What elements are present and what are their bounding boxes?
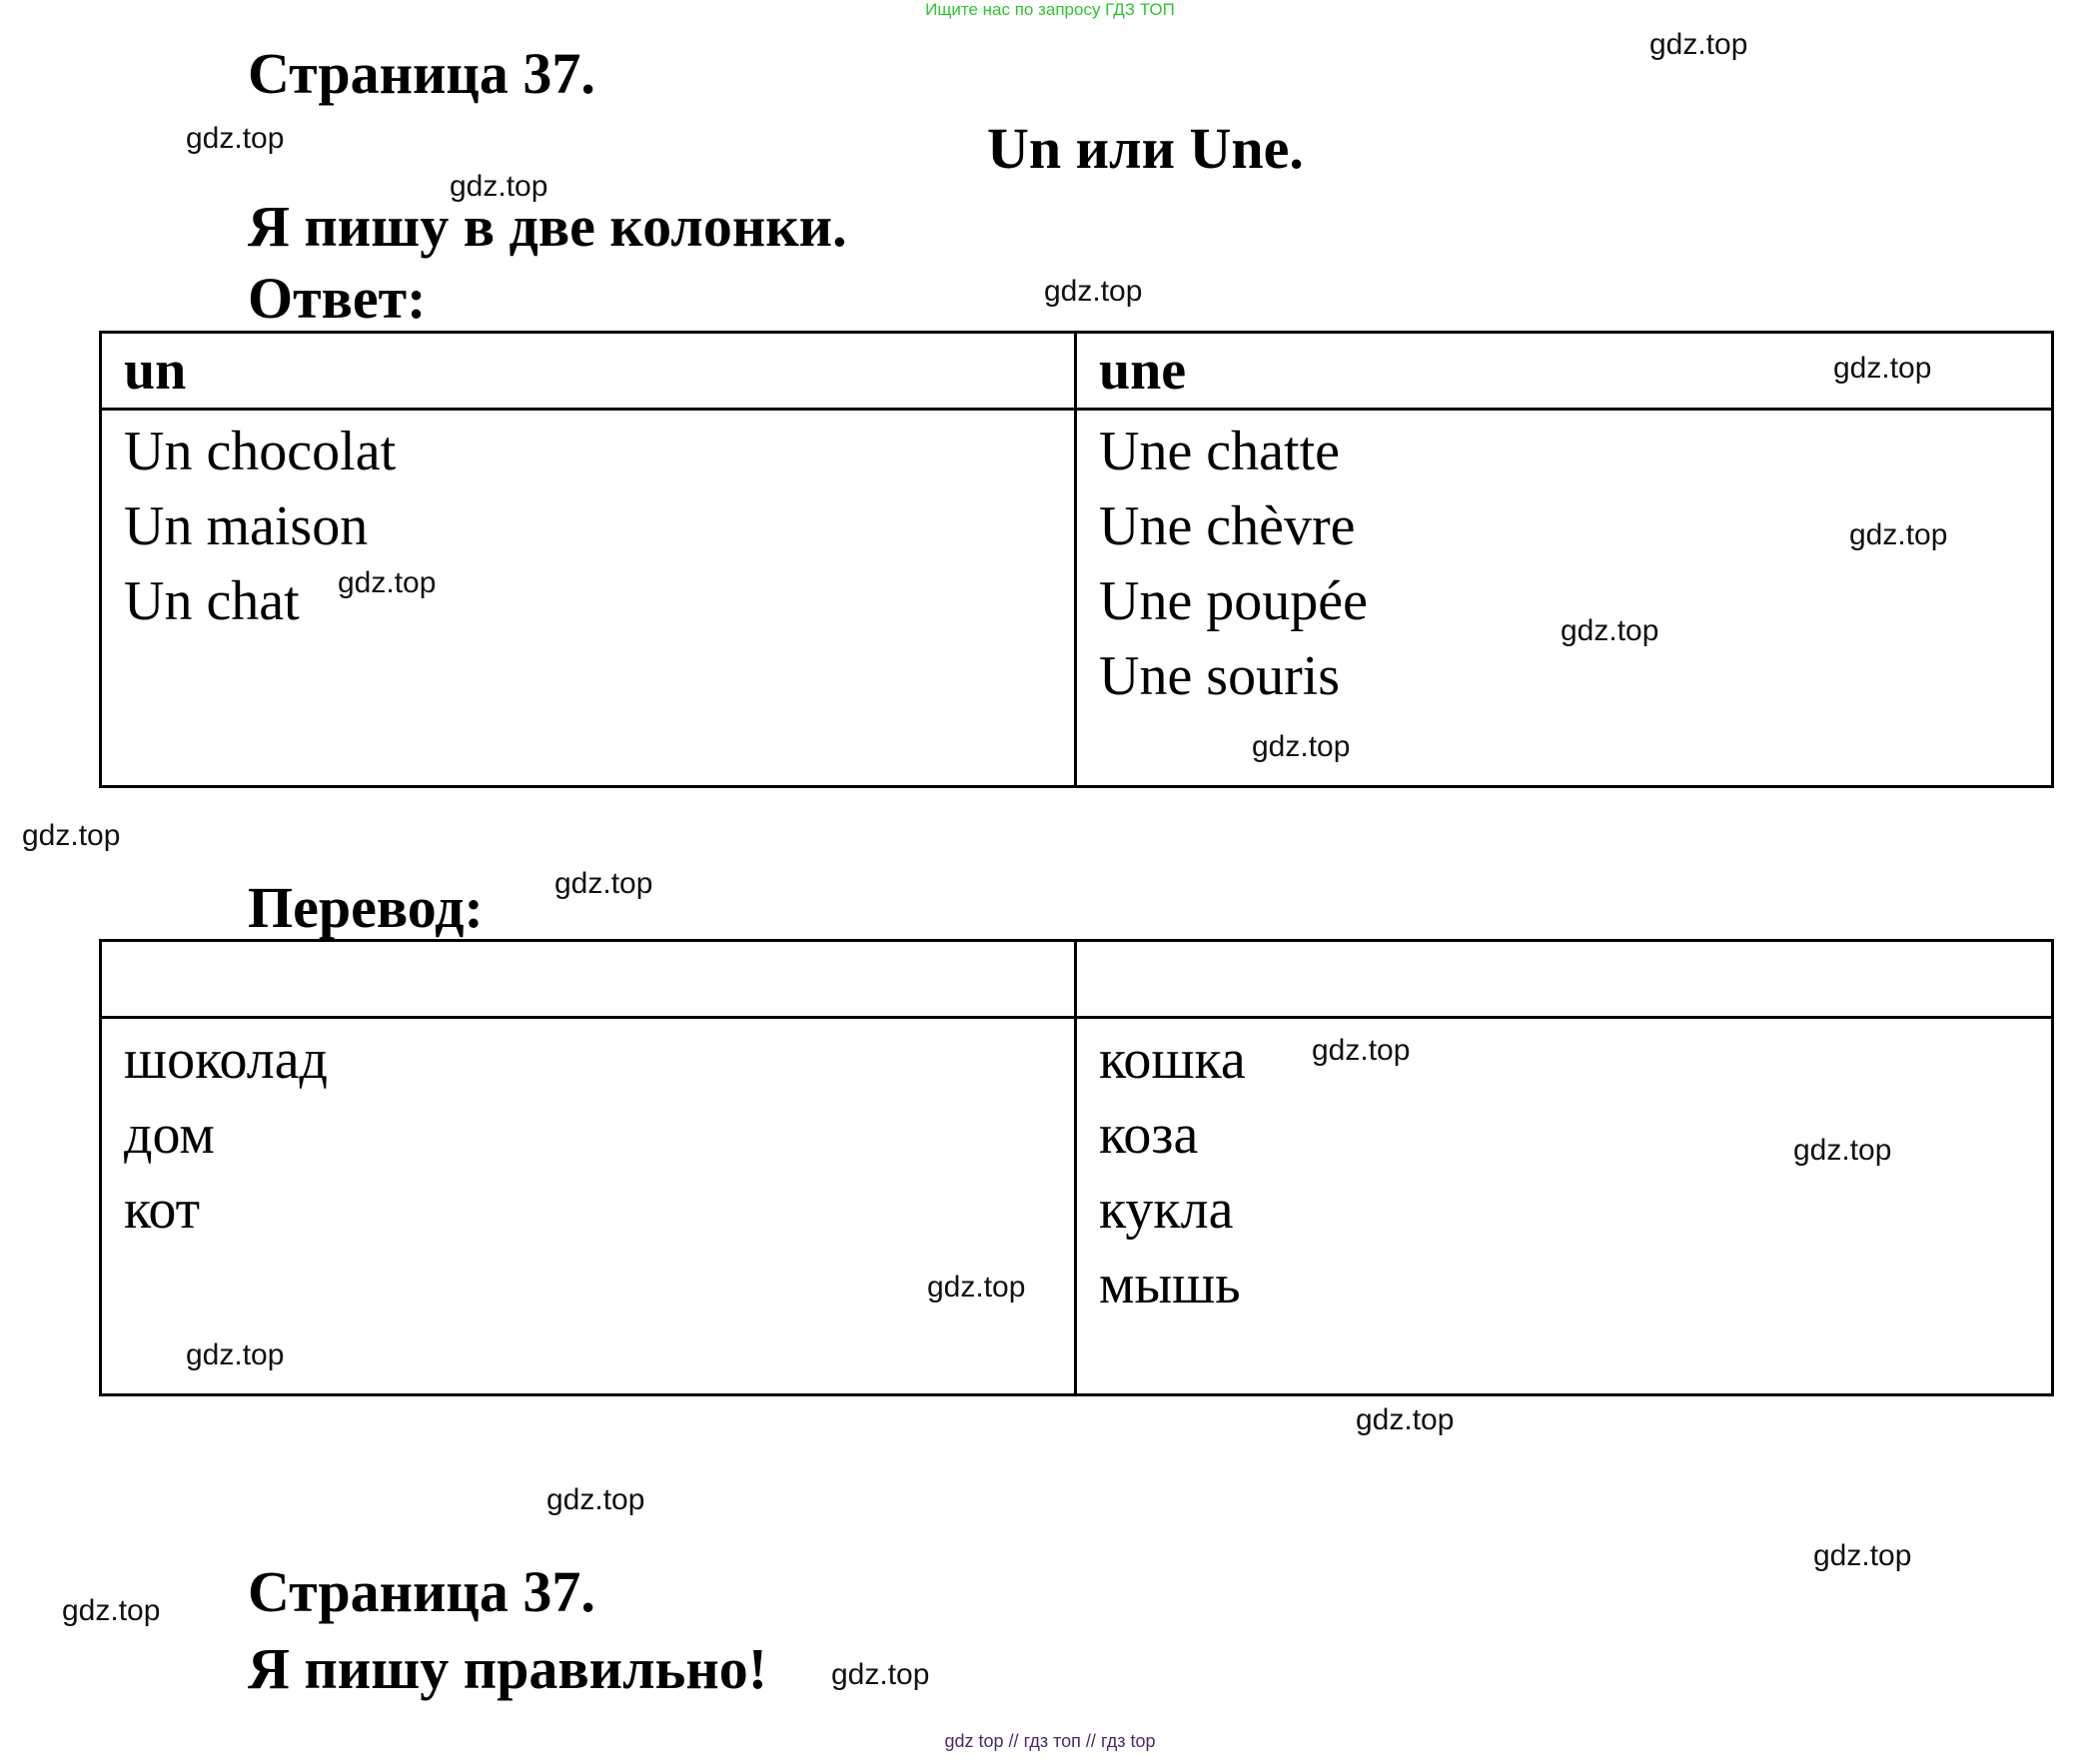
footer-link-gdz-top[interactable]: gdz top xyxy=(944,1731,1004,1751)
list-item: кошка xyxy=(1099,1029,1246,1091)
next-task-title: Я пишу правильно! xyxy=(248,1636,768,1701)
list-item: Un maison xyxy=(124,495,369,557)
footer-separator: // xyxy=(1085,1731,1096,1751)
list-item: Une souris xyxy=(1099,645,1341,707)
list-item: Un chocolat xyxy=(124,421,397,482)
list-item: Une poupée xyxy=(1099,570,1369,632)
translation-right-column xyxy=(1076,1018,2053,1395)
watermark: gdz.top xyxy=(927,1271,1026,1304)
watermark: gdz.top xyxy=(554,867,653,900)
watermark: gdz.top xyxy=(1849,518,1948,551)
watermark: gdz.top xyxy=(338,566,437,599)
footer-separator: // xyxy=(1008,1731,1019,1751)
translation-header-left xyxy=(101,941,1076,1018)
watermark: gdz.top xyxy=(186,1338,285,1371)
un-column xyxy=(101,410,1076,787)
list-item: коза xyxy=(1099,1104,1199,1166)
exercise-title: Un или Une. xyxy=(987,116,1304,181)
watermark: gdz.top xyxy=(450,170,548,203)
answer-label: Ответ: xyxy=(248,266,427,331)
list-item: Un chat xyxy=(124,570,300,632)
watermark: gdz.top xyxy=(1649,28,1748,61)
watermark: gdz.top xyxy=(62,1594,161,1627)
list-item: шоколад xyxy=(124,1029,329,1091)
watermark: gdz.top xyxy=(1793,1134,1892,1167)
watermark: gdz.top xyxy=(1252,730,1351,763)
answer-table xyxy=(99,331,2054,788)
watermark: gdz.top xyxy=(1312,1034,1411,1067)
page-title: Страница 37. xyxy=(248,41,595,106)
watermark: gdz.top xyxy=(1833,352,1932,385)
list-item: мышь xyxy=(1099,1254,1241,1316)
translation-table xyxy=(99,939,2054,1396)
watermark: gdz.top xyxy=(831,1658,930,1691)
watermark: gdz.top xyxy=(186,122,285,155)
watermark: gdz.top xyxy=(1356,1403,1455,1436)
une-column xyxy=(1076,410,2053,787)
footer-link-gdz-top-mixed[interactable]: гдз top xyxy=(1100,1731,1156,1751)
translation-label: Перевод: xyxy=(248,875,484,940)
watermark: gdz.top xyxy=(1044,275,1143,308)
list-item: Une chèvre xyxy=(1099,495,1356,557)
header-un: un xyxy=(101,333,1076,410)
watermark: gdz.top xyxy=(1561,614,1659,647)
task-title: Я пишу в две колонки. xyxy=(248,194,847,259)
footer-link-gdz-top-ru[interactable]: гдз топ xyxy=(1023,1731,1081,1751)
watermark: gdz.top xyxy=(22,819,121,852)
watermark: gdz.top xyxy=(1813,1539,1912,1572)
translation-header-right xyxy=(1076,941,2053,1018)
list-item: кукла xyxy=(1099,1179,1234,1241)
watermark: gdz.top xyxy=(546,1483,645,1516)
list-item: Une chatte xyxy=(1099,421,1340,482)
list-item: дом xyxy=(124,1104,215,1166)
header-une: une xyxy=(1076,333,2053,410)
next-page-title: Страница 37. xyxy=(248,1559,595,1624)
list-item: кот xyxy=(124,1179,201,1241)
footer-links xyxy=(0,1731,2100,1752)
top-banner: Ищите нас по запросу ГДЗ ТОП xyxy=(925,0,1175,19)
